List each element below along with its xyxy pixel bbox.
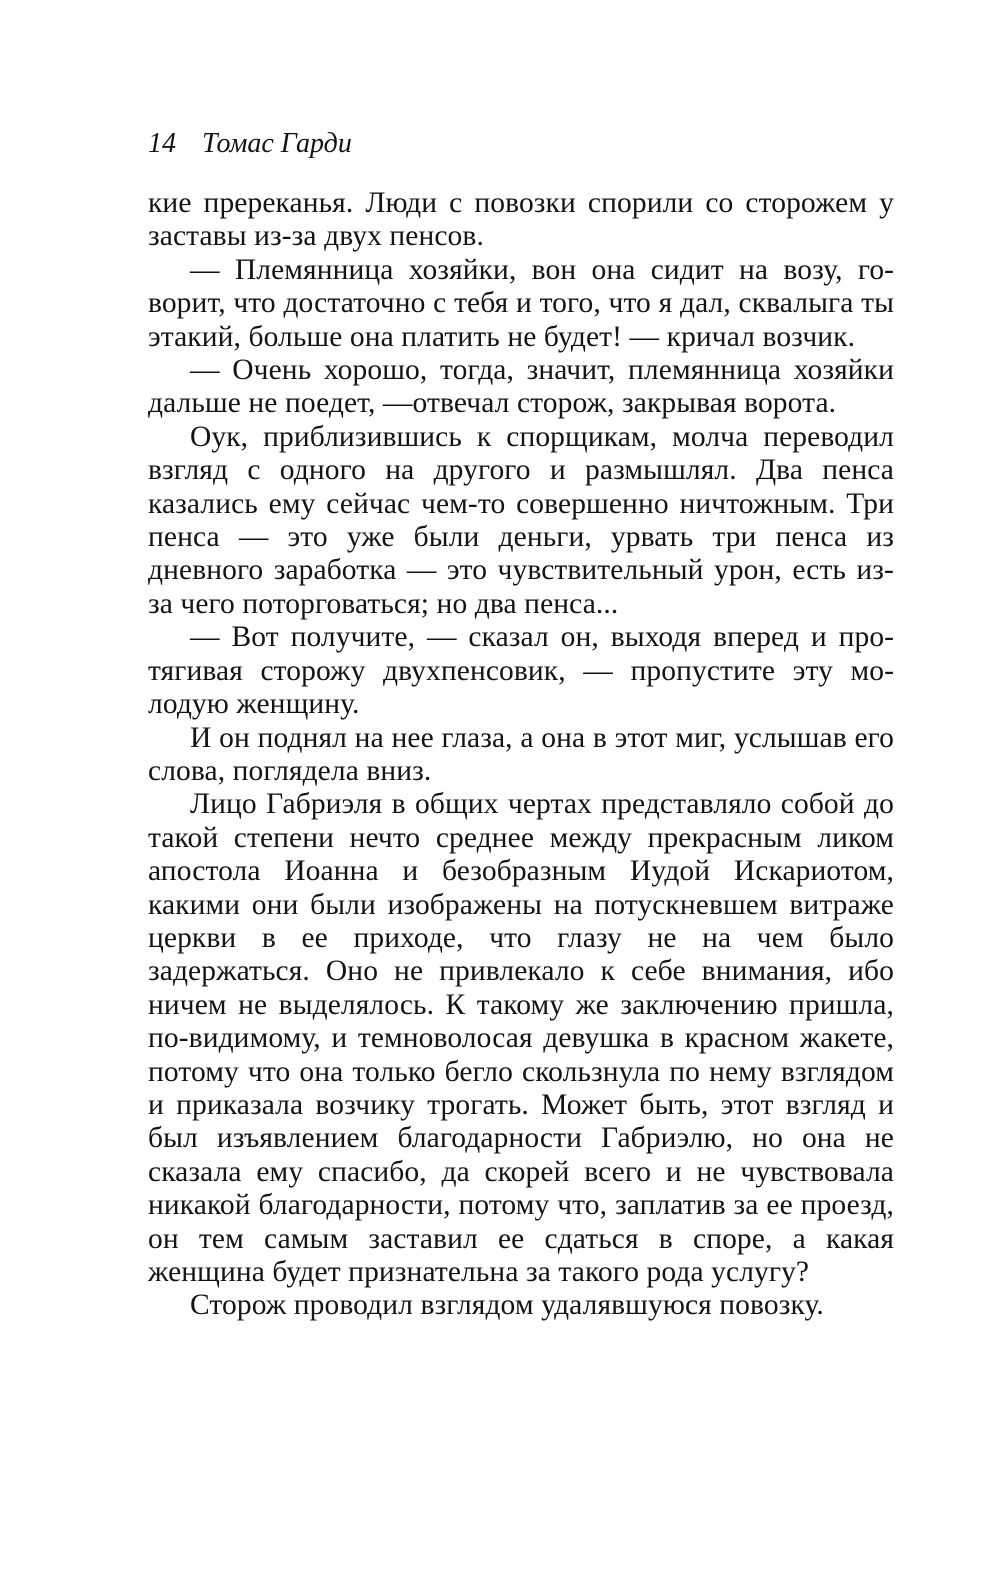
- paragraph: Оук, приблизившись к спорщикам, молча переводил взгляд с одного на другого и размышлял. Два пенса казались ему сейчас чем-то совершенно ничтожным. Три пенса — это уже были деньги, урвать три пенса из дневного заработка — это чувствительный урон, есть из-за чего поторговаться; но два пенса...: [148, 420, 894, 620]
- paragraph: И он поднял на нее глаза, а она в этот миг, услышав его слова, поглядела вниз.: [148, 721, 894, 787]
- running-head-author: Томас Гарди: [202, 128, 352, 159]
- paragraph: кие пререканья. Люди с повозки спорили со сторожем у заставы из-за двух пенсов.: [148, 187, 894, 253]
- paragraph: Лицо Габриэля в общих чертах представляло собой до такой степени нечто среднее между прекрасным ликом апостола Иоанна и безобразным Иудой Искариотом, какими они были изображены на потускневшем витраже церкви в ее приходе, что глазу не на чем было задержаться. Оно не привлекало к себе внимания, ибо ничем не выделялось. К такому же заключению пришла, по-видимому, и темноволосая девушка в красном жакете, потому что она только бегло скользнула по нему взглядом и приказала возчику трогать. Может быть, этот взгляд и был изъявлением благодарности Габриэлю, но она не сказала ему спасибо, да скорей всего и не чувствовала никакой благодарности, потому что, заплатив за ее проезд, он тем самым заставил ее сдаться в споре, а какая женщина будет признательна за такого рода услугу?: [148, 788, 894, 1288]
- paragraph: — Очень хорошо, тогда, значит, племянница хозяйки дальше не поедет, —отвечал сторож, закрывая ворота.: [148, 354, 894, 420]
- book-page: [148, 124, 894, 1323]
- paragraph: — Вот получите, — сказал он, выходя вперед и протягивая сторожу двухпенсовик, — пропустите эту молодую женщину.: [148, 621, 894, 721]
- paragraph: — Племянница хозяйки, вон она сидит на возу, говорит, что достаточно с тебя и того, что я дал, сквалыга ты этакий, больше она платить не будет! — кричал возчик.: [148, 253, 894, 353]
- page-number: 14: [148, 128, 176, 159]
- running-head: [148, 124, 894, 164]
- paragraph: Сторож проводил взглядом удалявшуюся повозку.: [190, 1289, 824, 1322]
- body-text: [148, 187, 894, 1323]
